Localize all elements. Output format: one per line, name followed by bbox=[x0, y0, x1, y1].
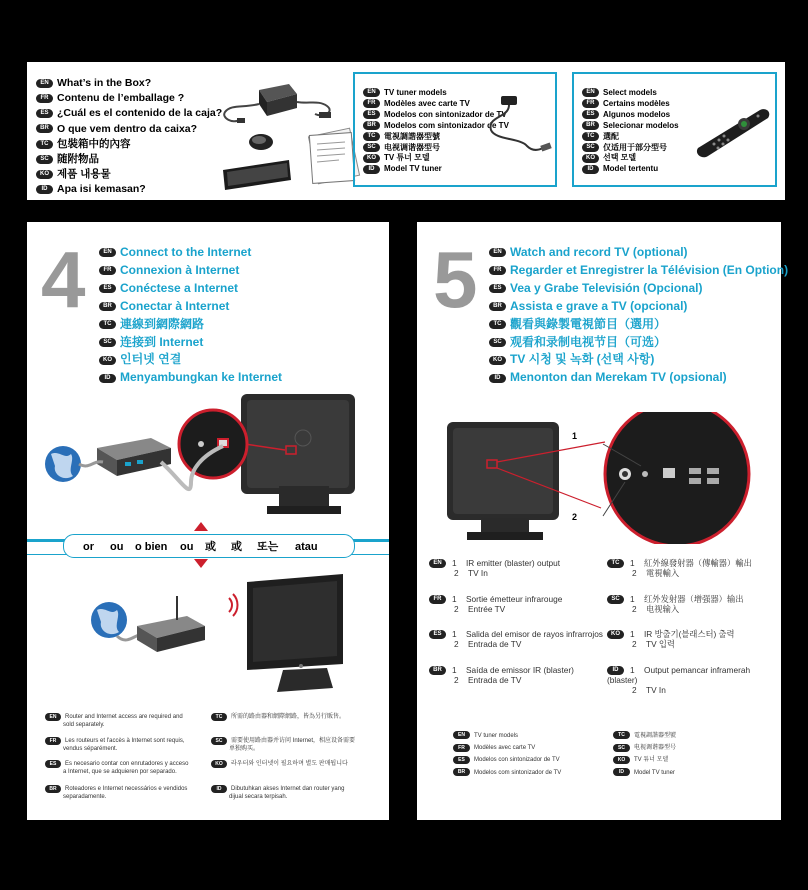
mouse-image bbox=[249, 134, 273, 150]
step4-title-line: SC 连接到 Internet bbox=[99, 334, 282, 352]
or-words: or ou o bien ou 或 或 또는 atau bbox=[83, 541, 318, 553]
step4-title-line: ID Menyambungkan ke Internet bbox=[99, 369, 282, 387]
callout-2: 2 bbox=[572, 512, 578, 522]
note-item: ID Dibutuhkan akses Internet dan router yang dijual secara terpisah. bbox=[211, 785, 359, 801]
computer-back-image bbox=[241, 394, 355, 514]
port-item: ID 1 Output pemancar inframerah (blaster) 2 TV In bbox=[607, 665, 751, 696]
select-line: ES Algunos modelos bbox=[582, 110, 679, 121]
wireless-connection-illustration bbox=[87, 572, 347, 698]
box-line: KO 제품 내용물 bbox=[36, 167, 222, 182]
note-item: FR Les routeurs et l'accès à Internet sont requis, vendus séparément. bbox=[45, 737, 193, 753]
step5-title-line: BR Assista e grave a TV (opcional) bbox=[489, 298, 788, 316]
model-line: KO TV 튜너 모델 bbox=[613, 754, 676, 766]
up-down-arrow-icon bbox=[194, 522, 208, 568]
callout-1: 1 bbox=[572, 431, 578, 441]
model-line: ID Model TV tuner bbox=[613, 767, 676, 779]
wired-connection-illustration bbox=[41, 390, 377, 520]
step4-title-line: FR Connexion à Internet bbox=[99, 262, 282, 280]
power-adapter-image bbox=[224, 84, 331, 123]
step5-models-right bbox=[613, 730, 676, 779]
ir-cable-image bbox=[481, 94, 555, 164]
box-line: SC 随附物品 bbox=[36, 152, 222, 167]
select-line: EN Select models bbox=[582, 88, 679, 99]
model-line: EN TV tuner models bbox=[453, 730, 561, 742]
documents-image bbox=[308, 128, 359, 184]
model-line: FR Modèles avec carte TV bbox=[453, 742, 561, 754]
select-line: BR Selecionar modelos bbox=[582, 121, 679, 132]
port-item: EN 1 IR emitter (blaster) output 2 TV In bbox=[429, 558, 560, 578]
step5-panel bbox=[417, 222, 789, 820]
tv-port-illustration bbox=[445, 412, 781, 544]
step5-title-line: KO TV 시청 및 녹화 (선택 사항) bbox=[489, 351, 788, 369]
select-models-list bbox=[582, 88, 679, 175]
port-item: KO 1 IR 방출기(블래스터) 출력 2 TV 입력 bbox=[607, 629, 735, 649]
remote-control-image bbox=[694, 102, 774, 158]
port-item: BR 1 Saída de emissor IR (blaster) 2 Entrada de TV bbox=[429, 665, 574, 685]
tv-tuner-box bbox=[353, 72, 557, 187]
router-image bbox=[97, 438, 171, 476]
model-line: SC 电视调谐器型号 bbox=[613, 742, 676, 754]
select-line: SC 仅适用于部分型号 bbox=[582, 143, 679, 154]
select-line: ID Model tertentu bbox=[582, 164, 679, 175]
step5-title-line: ES Vea y Grabe Televisión (Opcional) bbox=[489, 280, 788, 298]
select-models-box bbox=[572, 72, 777, 187]
box-line: BR O que vem dentro da caixa? bbox=[36, 122, 222, 137]
step4-panel bbox=[27, 222, 389, 820]
box-line: ID Apa isi kemasan? bbox=[36, 182, 222, 197]
note-item: TC 所需的路由器和網際網路，皆為另行販售。 bbox=[211, 713, 359, 721]
model-line: BR Modelos com sintonizador de TV bbox=[453, 767, 561, 779]
select-line: TC 選配 bbox=[582, 132, 679, 143]
step4-number: 4 bbox=[41, 235, 86, 324]
step4-title-line: EN Connect to the Internet bbox=[99, 244, 282, 262]
step4-title-line: BR Conectar à Internet bbox=[99, 298, 282, 316]
note-item: ES Es necesario contar con enrutadores y acceso a Internet, que se adquieren por separado. bbox=[45, 760, 193, 776]
port-item: TC 1 紅外線發射器（傳輸器）輸出 2 電視輸入 bbox=[607, 558, 752, 578]
computer-front-image bbox=[247, 574, 343, 692]
port-item: FR 1 Sortie émetteur infrarouge 2 Entrée TV bbox=[429, 594, 562, 614]
tuner-line: TC 電視調諧器型號 bbox=[363, 132, 509, 143]
tuner-line: BR Modelos com sintonizador de TV bbox=[363, 121, 509, 132]
step4-title-list bbox=[99, 244, 282, 387]
keyboard-image bbox=[223, 160, 291, 190]
port-item: ES 1 Salida del emisor de rayos infrarrojos 2 Entrada de TV bbox=[429, 629, 603, 649]
tuner-line: FR Modèles avec carte TV bbox=[363, 99, 509, 110]
model-line: ES Modelos con sintonizador de TV bbox=[453, 754, 561, 766]
tuner-line: ID Model TV tuner bbox=[363, 164, 509, 175]
globe-icon bbox=[45, 446, 81, 482]
select-line: FR Certains modèles bbox=[582, 99, 679, 110]
step5-title-list bbox=[489, 244, 788, 387]
step4-title-line: ES Conéctese a Internet bbox=[99, 280, 282, 298]
model-line: TC 電視調諧器型號 bbox=[613, 730, 676, 742]
step5-title-line: EN Watch and record TV (optional) bbox=[489, 244, 788, 262]
step5-title-line: ID Menonton dan Merekam TV (opsional) bbox=[489, 369, 788, 387]
note-item: EN Router and Internet access are required and sold separately. bbox=[45, 713, 193, 729]
select-line: KO 선택 모델 bbox=[582, 153, 679, 164]
box-line: FR Contenu de l’emballage ? bbox=[36, 91, 222, 106]
note-item: SC 需要使用路由器并访问 Internet，相应设备需要单独购买。 bbox=[211, 737, 359, 753]
box-line: EN What’s in the Box? bbox=[36, 76, 222, 91]
wireless-router-image bbox=[137, 596, 205, 652]
step5-title-line: TC 觀看與錄製電視節目（選用） bbox=[489, 316, 788, 334]
step5-models bbox=[453, 730, 561, 779]
box-line: TC 包裝箱中的內容 bbox=[36, 137, 222, 152]
globe-icon bbox=[91, 602, 127, 638]
port-item: SC 1 红外发射器（增强器）输出 2 电视输入 bbox=[607, 594, 744, 614]
tuner-line: KO TV 튜너 모델 bbox=[363, 153, 509, 164]
tuner-line: EN TV tuner models bbox=[363, 88, 509, 99]
box-contents-list bbox=[36, 76, 222, 198]
box-contents-panel bbox=[27, 62, 785, 200]
tuner-line: SC 电视调谐器型号 bbox=[363, 143, 509, 154]
tuner-line: ES Modelos con sintonizador de TV bbox=[363, 110, 509, 121]
step5-title-line: FR Regarder et Enregistrer la Télévision (En Option) bbox=[489, 262, 788, 280]
step5-number: 5 bbox=[433, 235, 478, 324]
step4-title-line: TC 連線到網際網路 bbox=[99, 316, 282, 334]
note-item: BR Roteadores e Internet necessários e vendidos separadamente. bbox=[45, 785, 193, 801]
wifi-signal-icon bbox=[229, 594, 238, 616]
computer-back-image bbox=[447, 422, 559, 540]
step5-title-line: SC 观看和录制电视节目（可选） bbox=[489, 334, 788, 352]
box-contents-illustration bbox=[219, 74, 367, 194]
note-item: KO 라우터와 인터넷이 필요하며 별도 판매됩니다 bbox=[211, 760, 359, 768]
box-line: ES ¿Cuál es el contenido de la caja? bbox=[36, 106, 222, 121]
step4-title-line: KO 인터넷 연결 bbox=[99, 351, 282, 369]
